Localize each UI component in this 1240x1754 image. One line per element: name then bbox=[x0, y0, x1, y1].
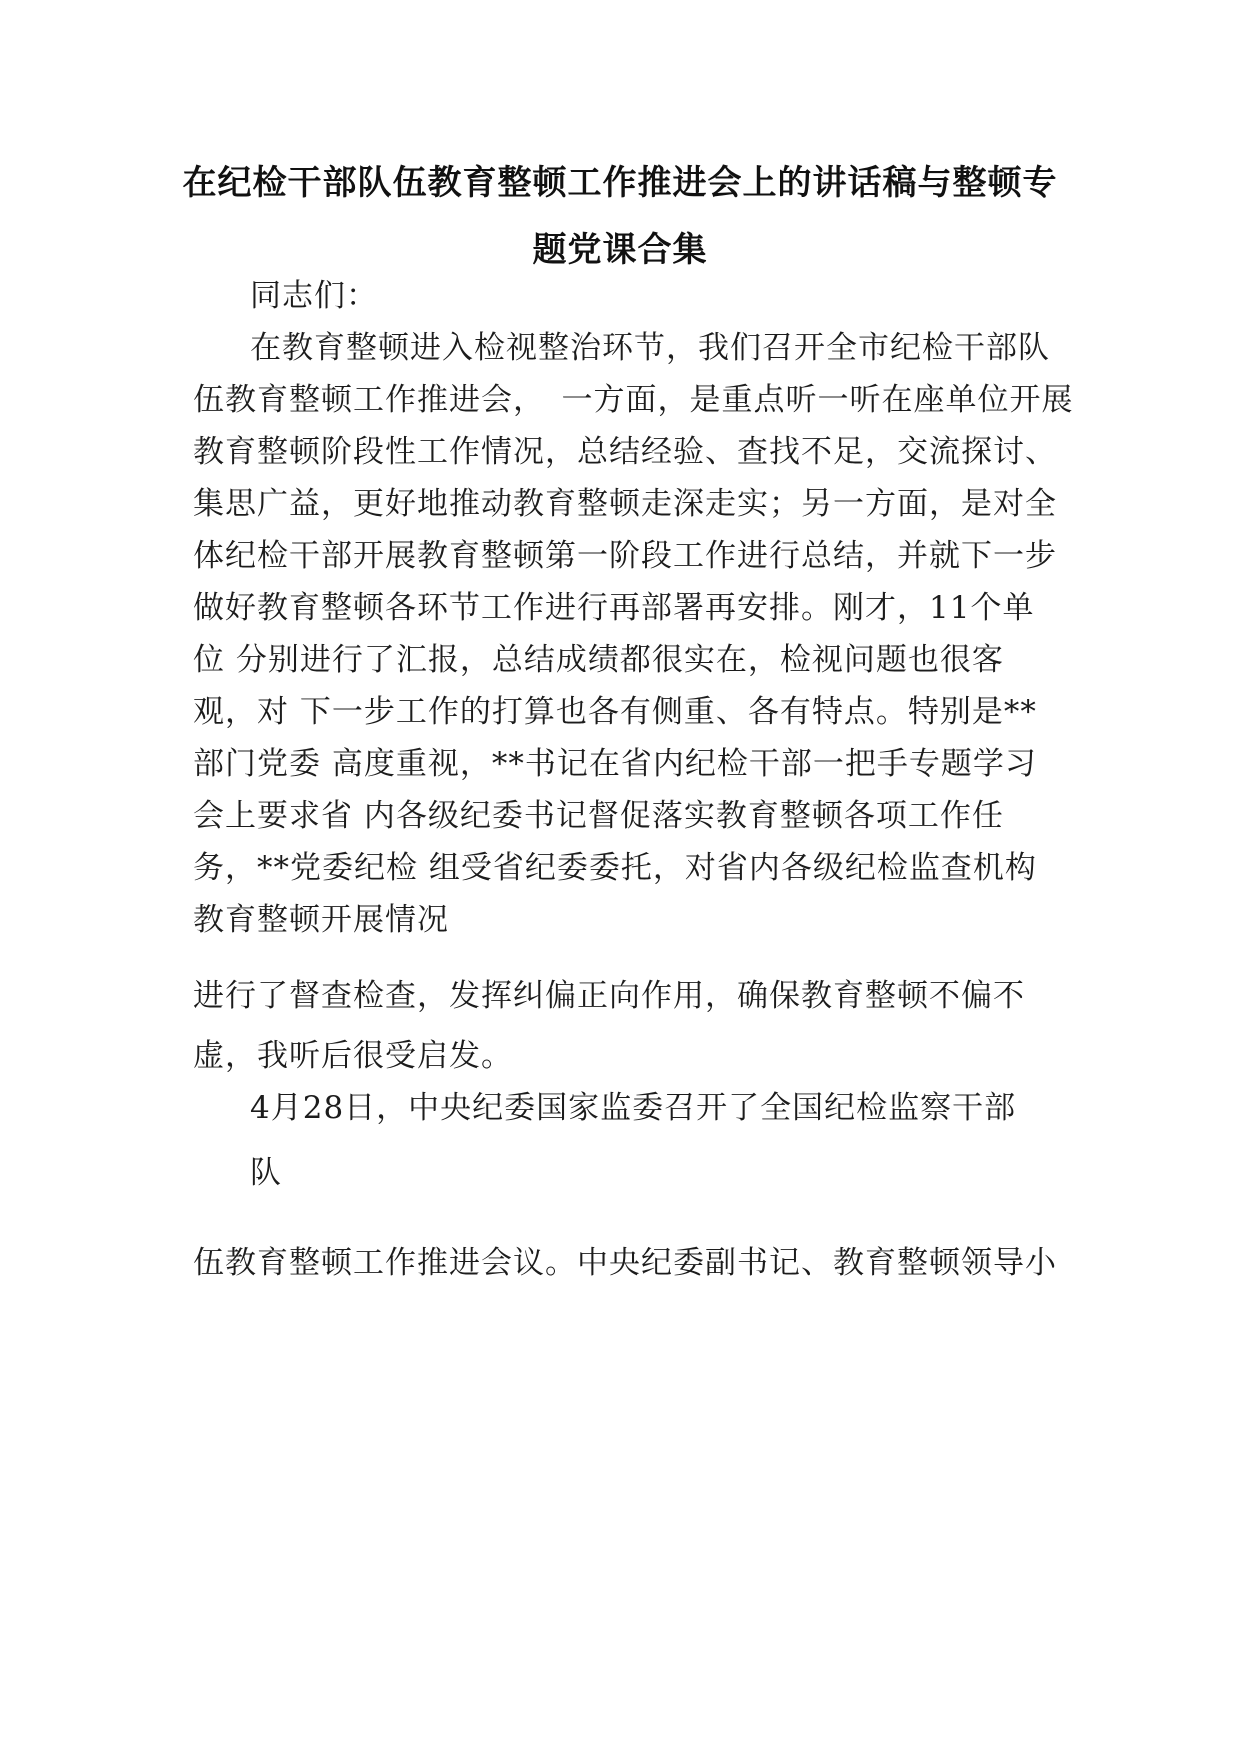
paragraph-line: 会上要求省 内各级纪委书记督促落实教育整顿各项工作任 bbox=[193, 798, 1004, 834]
paragraph-line: 进行了督查检查，发挥纠偏正向作用，确保教育整顿不偏不 bbox=[193, 978, 1025, 1014]
paragraph-line: 务，**党委纪检 组受省纪委委托，对省内各级纪检监查机构 bbox=[193, 850, 1037, 886]
paragraph-line: 位 分别进行了汇报，总结成绩都很实在，检视问题也很客 bbox=[193, 642, 1004, 678]
paragraph-line: 集思广益，更好地推动教育整顿走深走实；另一方面，是对全 bbox=[193, 486, 1057, 522]
paragraph-line: 观，对 下一步工作的打算也各有侧重、各有特点。特别是** bbox=[193, 694, 1037, 730]
paragraph-line: 伍教育整顿工作推进会， 一方面，是重点听一听在座单位开展 bbox=[193, 382, 1074, 418]
paragraph-line: 做好教育整顿各环节工作进行再部署再安排。刚才，11个单 bbox=[193, 590, 1035, 626]
paragraph-line: 4月28日，中央纪委国家监委召开了全国纪检监察干部 bbox=[250, 1090, 1017, 1126]
paragraph-line: 教育整顿开展情况 bbox=[193, 902, 449, 938]
paragraph-line: 伍教育整顿工作推进会议。中央纪委副书记、教育整顿领导小 bbox=[193, 1245, 1057, 1281]
paragraph-line: 虚，我听后很受启发。 bbox=[193, 1038, 513, 1074]
document-title-line-2: 题党课合集 bbox=[532, 230, 708, 270]
paragraph-line: 在教育整顿进入检视整治环节，我们召开全市纪检干部队 bbox=[250, 330, 1050, 366]
paragraph-line: 体纪检干部开展教育整顿第一阶段工作进行总结，并就下一步 bbox=[193, 538, 1057, 574]
paragraph-line: 部门党委 高度重视，**书记在省内纪检干部一把手专题学习 bbox=[193, 746, 1037, 782]
paragraph-line: 教育整顿阶段性工作情况，总结经验、查找不足，交流探讨、 bbox=[193, 434, 1057, 470]
document-title-line-1: 在纪检干部队伍教育整顿工作推进会上的讲话稿与整顿专 bbox=[182, 163, 1058, 203]
paragraph-line: 队 bbox=[250, 1155, 282, 1191]
salutation: 同志们： bbox=[250, 278, 378, 314]
